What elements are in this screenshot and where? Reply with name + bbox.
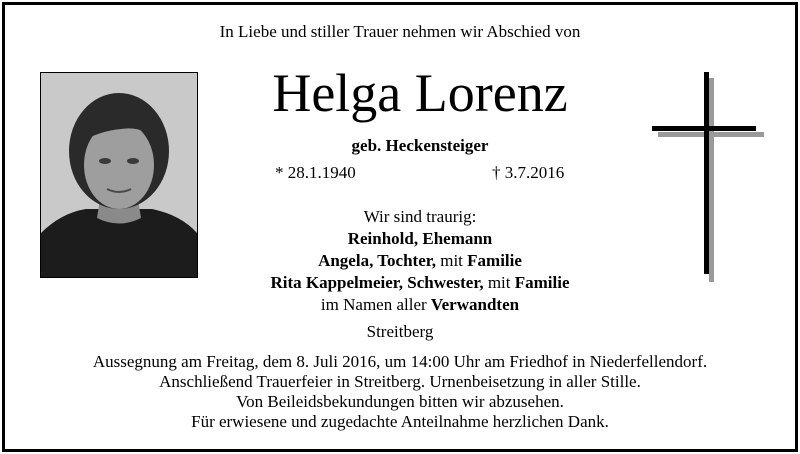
mourners-opening: Wir sind traurig:: [363, 207, 477, 226]
death-date: † 3.7.2016: [492, 163, 565, 182]
funeral-notes: [0, 352, 800, 432]
birth-name: geb. Heckensteiger: [351, 136, 489, 155]
note-line: Anschließend Trauerfeier in Streitberg. Urnenbeisetzung in aller Stille.: [159, 372, 641, 391]
place-name: Streitberg: [366, 322, 434, 341]
mourners-list: [150, 206, 690, 316]
deceased-name: Helga Lorenz: [272, 63, 568, 123]
mourner-line-daughter: Angela, Tochter, mit Familie: [318, 251, 522, 270]
birth-date: * 28.1.1940: [275, 163, 356, 182]
note-line: Aussegnung am Freitag, dem 8. Juli 2016, um 14:00 Uhr am Friedhof in Niederfellendorf.: [92, 352, 708, 371]
mourner-line-husband: Reinhold, Ehemann: [347, 229, 493, 248]
intro-text: In Liebe und stiller Trauer nehmen wir Abschied von: [219, 22, 581, 41]
mourner-line-relatives: im Namen aller Verwandten: [320, 295, 520, 314]
note-line: Von Beileidsbekundungen bitten wir abzusehen.: [236, 392, 564, 411]
note-line: Für erwiesene und zugedachte Anteilnahme herzlichen Dank.: [191, 412, 609, 431]
mourner-line-sister: Rita Kappelmeier, Schwester, mit Familie: [270, 273, 570, 292]
